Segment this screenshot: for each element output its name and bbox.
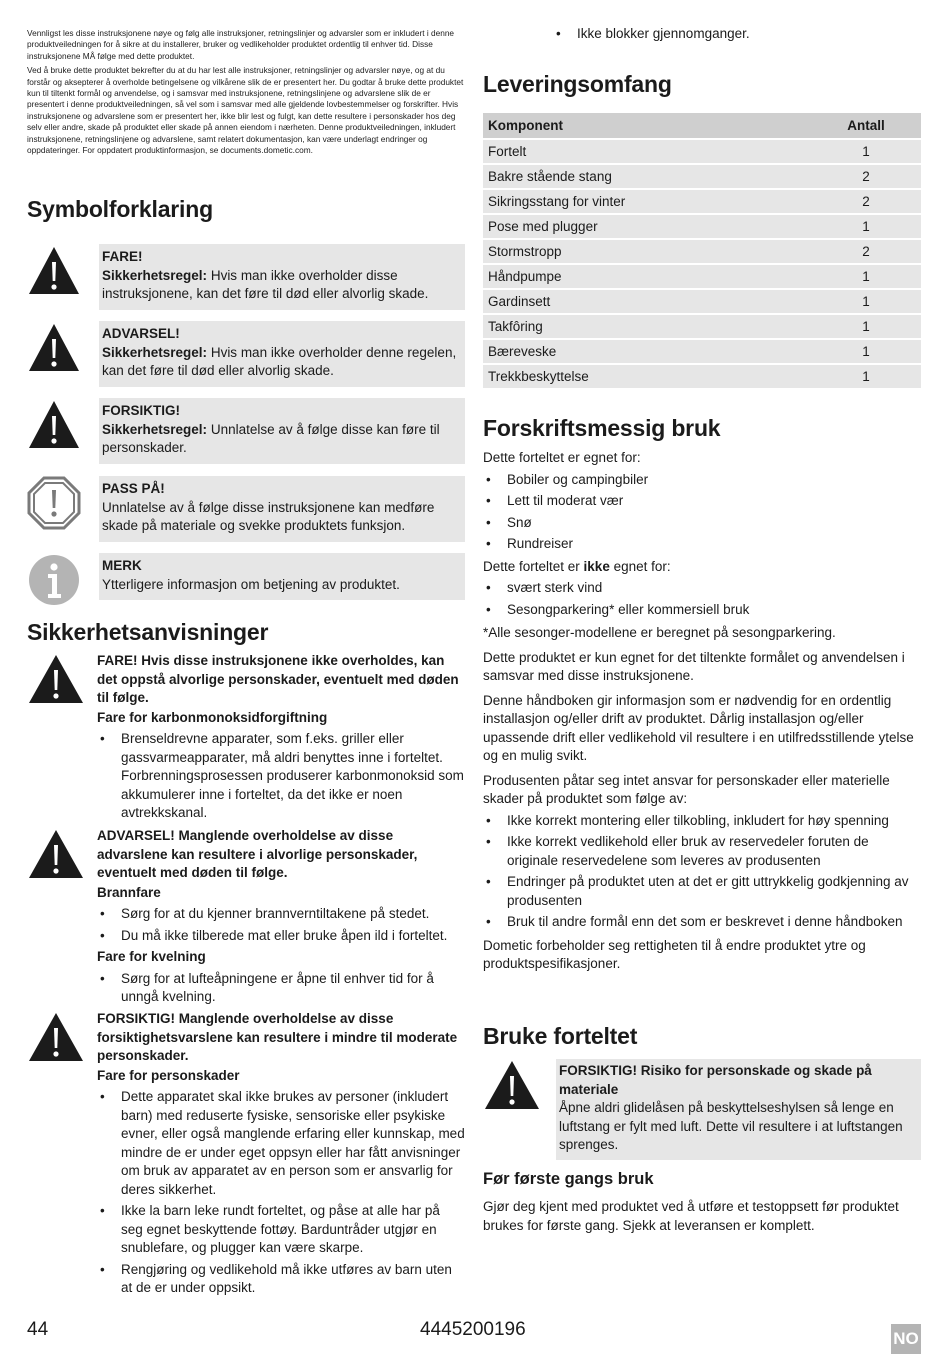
- text-emphasis: ikke: [583, 558, 610, 574]
- first-use-paragraph: Gjør deg kjent med produktet ved å utføre et testoppsett før produktet brukes for første gang. Sjekk at leveransen er komplett.: [483, 1199, 899, 1233]
- list-item: • Lett til moderat vær: [483, 492, 921, 511]
- list-item: • Rundreiser: [483, 535, 921, 554]
- table-row: [483, 314, 921, 339]
- cell-name: Bæreveske: [483, 339, 811, 364]
- cell-name: Takfôring: [483, 314, 811, 339]
- col-qty: Antall: [811, 113, 921, 139]
- cell-qty: 2: [811, 189, 921, 214]
- danger-subheading: Fare for karbonmonoksidforgiftning: [97, 709, 328, 725]
- warning-triangle-icon: [27, 827, 85, 881]
- warning-triangle-icon: [27, 652, 85, 706]
- list-item: • Ikke la barn leke rundt forteltet, og påse at alle har på seg egnet beskyttende fottøy. Barduntråder utgjør en snublefare, og plugger kan være skarpe.: [97, 1202, 465, 1258]
- use-paragraph: Produsenten påtar seg intet ansvar for personskader eller materielle skader på produktet som følge av:: [483, 772, 890, 806]
- danger-list: [97, 730, 465, 823]
- symbol-text: Unnlatelse av å følge disse instruksjonene kan medføre skade på materiale og svekke produktets funksjon.: [102, 499, 435, 533]
- use-heading: Forskriftsmessig bruk: [483, 415, 721, 441]
- symbol-label: Sikkerhetsregel:: [102, 267, 208, 283]
- list-item: • Ikke blokker gjennomganger.: [553, 25, 921, 44]
- table-header-row: [483, 113, 921, 139]
- symbol-level: FARE!: [102, 249, 143, 264]
- use-paragraph: Dometic forbeholder seg rettigheten til å endre produktet ytre og produktspesifikasjoner.: [483, 937, 866, 971]
- text-part: egnet for:: [609, 558, 671, 574]
- symbol-caution-box: [99, 398, 465, 464]
- list-item: • Sørg for at du kjenner brannverntiltakene på stedet.: [97, 905, 465, 924]
- table-row: [483, 289, 921, 314]
- page-number: 44: [27, 1319, 49, 1340]
- table-row: [483, 339, 921, 364]
- list-item: • Du må ikke tilberede mat eller bruke åpen ild i forteltet.: [97, 927, 465, 946]
- use-section: [483, 449, 921, 974]
- cell-name: Pose med plugger: [483, 214, 811, 239]
- use-paragraph: Denne håndboken gir informasjon som er nødvendig for en ordentlig installasjon og/eller drift av produktet. Dårlig installasjon og/eller upassende drift eller vedlikehold vil resultere i en utilfredsstillende ytelse og en mulig svikt.: [483, 692, 914, 763]
- notice-octagon-icon: [27, 476, 81, 530]
- safety-heading: Sikkerhetsanvisninger: [27, 619, 269, 645]
- suitable-intro: Dette forteltet er egnet for:: [483, 450, 641, 465]
- list-item: • Bobiler og campingbiler: [483, 471, 921, 490]
- table-row: [483, 364, 921, 389]
- warning-subheading-fire: Brannfare: [97, 884, 161, 900]
- symbol-level: MERK: [102, 558, 142, 573]
- cell-qty: 1: [811, 364, 921, 389]
- scope-table: [483, 113, 921, 390]
- suitable-list: [483, 471, 921, 554]
- table-row: [483, 139, 921, 164]
- warning-triangle-icon: [483, 1058, 541, 1112]
- cell-qty: 1: [811, 339, 921, 364]
- cell-name: Håndpumpe: [483, 264, 811, 289]
- caution-subheading: Fare for personskader: [97, 1067, 240, 1083]
- table-row: [483, 189, 921, 214]
- cell-qty: 1: [811, 314, 921, 339]
- first-use-heading: Før første gangs bruk: [483, 1170, 654, 1188]
- list-item: • Brenseldrevne apparater, som f.eks. griller eller gassvarmeapparater, må aldri benyttes inne i forteltet. Forbrenningsprosessen produserer karbonmonoksid som akkumulerer inne i forteltet, da det ikke er noen avtrekkskanal.: [97, 730, 465, 823]
- cell-qty: 2: [811, 239, 921, 264]
- list-item: • Ikke korrekt vedlikehold eller bruk av reservedeler foruten de originale reservedelene som leveres av produsenten: [483, 833, 921, 870]
- symbol-text: Unnlatelse av å følge disse kan føre til personskader.: [102, 421, 440, 455]
- warning-list-fire: [97, 905, 465, 945]
- warning-triangle-icon: [27, 1010, 85, 1064]
- footnote: *Alle sesonger-modellene er beregnet på sesongparkering.: [483, 625, 836, 640]
- symbol-level: FORSIKTIG!: [102, 403, 180, 418]
- symbol-level: ADVARSEL!: [102, 326, 180, 341]
- symbol-level: PASS PÅ!: [102, 481, 165, 496]
- danger-heading: FARE! Hvis disse instruksjonene ikke overholdes, kan det oppstå alvorlige personskader, eventuelt med døden til følge.: [97, 653, 459, 705]
- warning-heading: ADVARSEL! Manglende overholdelse av disse advarslene kan resultere i alvorlige personskader, eventuelt med døden til følge.: [97, 828, 418, 880]
- using-caution-text: Åpne aldri glidelåsen på beskyttelseshylsen så lenge en luftstang er fylt med luft. Dette vil resultere i at luftstangen sprenges.: [559, 1100, 903, 1152]
- list-item: • Snø: [483, 514, 921, 533]
- symbol-text: Hvis man ikke overholder denne regelen, kan det føre til død eller alvorlig skade.: [102, 344, 457, 378]
- cell-qty: 1: [811, 264, 921, 289]
- cell-name: Sikringsstang for vinter: [483, 189, 811, 214]
- table-row: [483, 214, 921, 239]
- cell-name: Fortelt: [483, 139, 811, 164]
- list-item: • svært sterk vind: [483, 579, 921, 598]
- list-item: • Endringer på produktet uten at det er gitt uttrykkelig godkjenning av produsenten: [483, 873, 921, 910]
- caution-list: [97, 1088, 465, 1298]
- intro-paragraph: Ved å bruke dette produktet bekrefter du at du har lest alle instruksjoner, retningslinjer og advarsler nøye, og at du forstår og aksepterer å overholde betingelsene og vilkårene slik de er presentert her. Du godtar å bruke dette produktet kun til tiltenkt formål og anvendelse, og i samsvar med instruksjonene, retningslinjene og advarslene slik de er presentert i denne produktveiledningen, så vel som i samsvar med alle gjeldende lovbestemmelser og forskrifter. Hvis instruksjonene og advarslene som er presentert her, ikke blir lest og fulgt, kan dette resultere i personskader hos deg selv eller andre, skade på produktet eller skade på annen eiendom i nærheten. Denne produktveiledningen, inkludert instruksjonene, retningslinjene og advarslene, samt relatert dokumentasjon, kan være underlagt endringer og oppdateringer. For oppdatert produktinformasjon, se documents.dometic.com.: [27, 65, 464, 156]
- symbol-note-box: [99, 553, 465, 600]
- list-item: • Bruk til andre formål enn det som er beskrevet i denne håndboken: [483, 913, 921, 932]
- liability-list: [483, 812, 921, 932]
- cell-name: Trekkbeskyttelse: [483, 364, 811, 389]
- symbol-text: Ytterligere informasjon om betjening av produktet.: [102, 576, 400, 592]
- warning-triangle-icon: [27, 398, 81, 452]
- table-row: [483, 264, 921, 289]
- list-item: • Sesongparkering* eller kommersiell bruk: [483, 601, 921, 620]
- list-item: • Rengjøring og vedlikehold må ikke utføres av barn uten at de er under oppsikt.: [97, 1261, 465, 1298]
- using-heading: Bruke forteltet: [483, 1023, 638, 1049]
- not-suitable-intro: [483, 558, 921, 577]
- intro-paragraph: Vennligst les disse instruksjonene nøye og følg alle instruksjoner, retningslinjer og advarsler som er inkludert i denne produktveiledningen for å sikre at du installerer, bruker og vedlikeholder produktet ordentlig til enhver tid. Disse instruksjonene MÅ følge med dette produktet.: [27, 28, 455, 61]
- caution-heading: FORSIKTIG! Manglende overholdelse av disse forsiktighetsvarslene kan resultere i mindre til moderate personskader.: [97, 1011, 458, 1063]
- using-caution-heading: FORSIKTIG! Risiko for personskade og skade på materiale: [559, 1063, 872, 1097]
- col-component: Komponent: [483, 113, 811, 139]
- symbol-label: Sikkerhetsregel:: [102, 344, 208, 360]
- using-caution-box: [556, 1059, 921, 1160]
- symbol-danger-box: [99, 244, 465, 310]
- caution-list-continued: [553, 22, 921, 44]
- symbol-warning-box: [99, 321, 465, 387]
- warning-triangle-icon: [27, 244, 81, 298]
- warning-triangle-icon: [27, 321, 81, 375]
- use-paragraph: Dette produktet er kun egnet for det tiltenkte formålet og anvendelsen i samsvar med disse instruksjonene.: [483, 649, 905, 683]
- warning-list-suffocation: [97, 970, 465, 1007]
- not-suitable-list: [483, 579, 921, 619]
- cell-qty: 1: [811, 139, 921, 164]
- list-item: • Dette apparatet skal ikke brukes av personer (inkludert barn) med reduserte fysiske, sensoriske eller psykiske evner, eller også manglende erfaring eller kunnskap, med mindre de er under eget oppsyn eller har fått anvisninger om bruk av apparatet av en person som er ansvarlig for deres sikkerhet.: [97, 1088, 465, 1199]
- warning-subheading-suffocation: Fare for kvelning: [97, 949, 206, 964]
- intro-text: [27, 28, 465, 159]
- symbol-notice-box: [99, 476, 465, 542]
- symbol-label: Sikkerhetsregel:: [102, 421, 208, 437]
- cell-name: Stormstropp: [483, 239, 811, 264]
- cell-qty: 2: [811, 164, 921, 189]
- info-circle-icon: [27, 553, 81, 607]
- table-row: [483, 164, 921, 189]
- list-item: • Sørg for at lufteåpningene er åpne til enhver tid for å unngå kvelning.: [97, 970, 465, 1007]
- document-number: 4445200196: [420, 1319, 526, 1340]
- text-part: Dette forteltet er: [483, 558, 584, 574]
- cell-qty: 1: [811, 214, 921, 239]
- cell-name: Gardinsett: [483, 289, 811, 314]
- symbol-heading: Symbolforklaring: [27, 196, 213, 222]
- table-row: [483, 239, 921, 264]
- list-item: • Ikke korrekt montering eller tilkobling, inkludert for høy spenning: [483, 812, 921, 831]
- language-badge: NO: [891, 1324, 921, 1354]
- cell-name: Bakre stående stang: [483, 164, 811, 189]
- cell-qty: 1: [811, 289, 921, 314]
- scope-heading: Leveringsomfang: [483, 71, 672, 97]
- symbol-text: Hvis man ikke overholder disse instruksjonene, kan det føre til død eller alvorlig skade.: [102, 267, 429, 301]
